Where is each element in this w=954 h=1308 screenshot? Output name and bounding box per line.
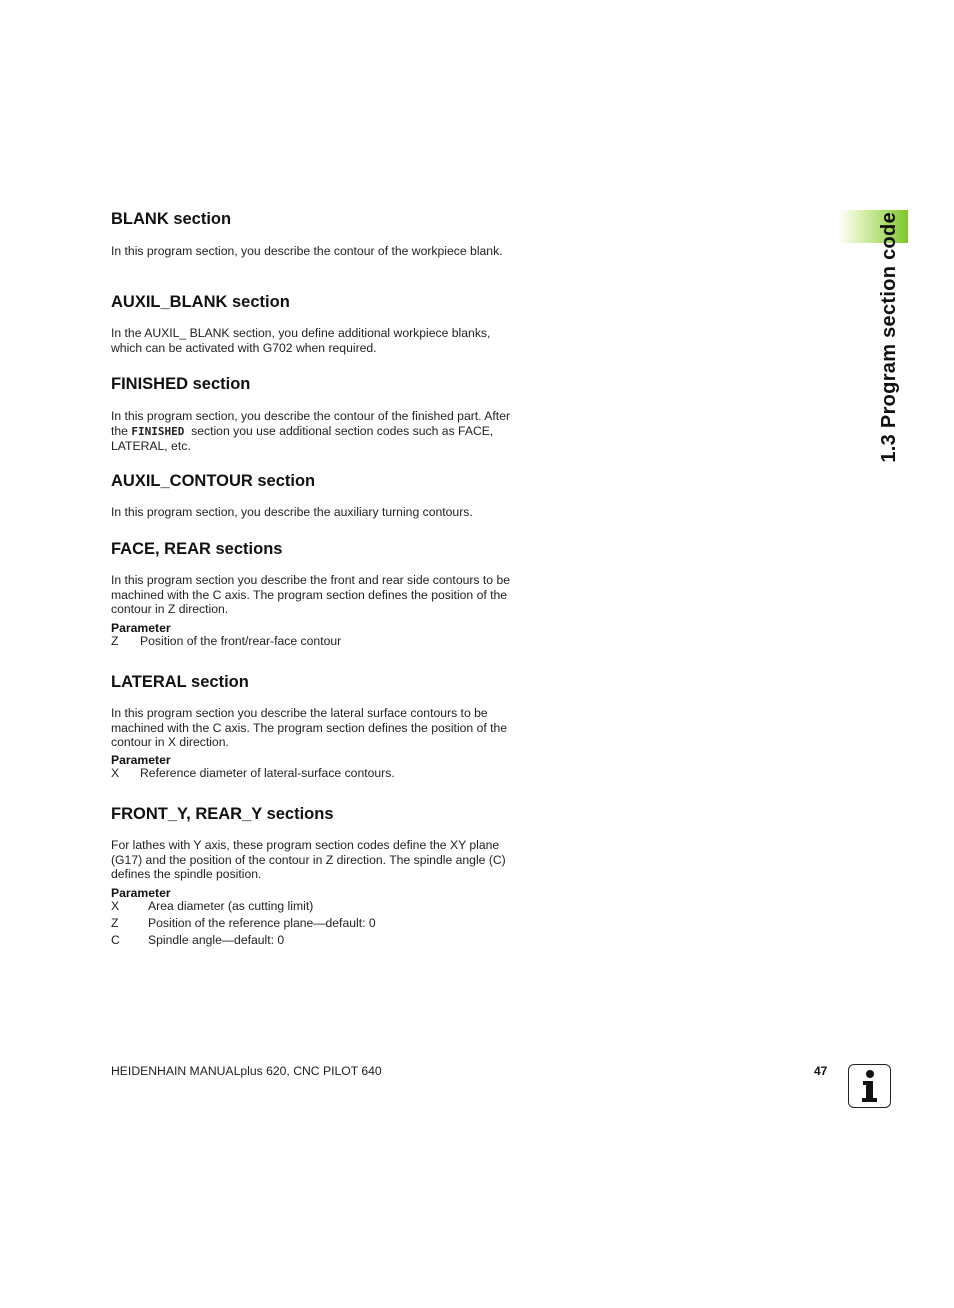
finished-body-line1: In this program section, you describe the contour of the finished part. xyxy=(111,409,482,423)
finished-code: FINISHED xyxy=(131,424,185,438)
chapter-title: 1.3 Program section code xyxy=(878,212,900,463)
parameter-label: Parameter xyxy=(111,753,171,767)
section-body-face-rear: In this program section you describe the front and rear side contours to be machined with the C axis. The program section defines the position of the contour in Z direction. xyxy=(111,573,511,617)
page-number: 47 xyxy=(814,1064,828,1078)
parameter-key: X xyxy=(111,766,120,780)
section-body-lateral: In this program section you describe the lateral surface contours to be machined with the C axis. The program section defines the position of the contour in X direction. xyxy=(111,706,508,750)
footer-text: HEIDENHAIN MANUALplus 620, CNC PILOT 640 xyxy=(111,1064,382,1078)
parameter-key: Z xyxy=(111,634,119,648)
parameter-label: Parameter xyxy=(111,621,171,635)
section-body-auxil-contour: In this program section, you describe the auxiliary turning contours. xyxy=(111,505,473,519)
section-body-auxil-blank: In the AUXIL_ BLANK section, you define additional workpiece blanks, which can be activated with G702 when required. xyxy=(111,326,491,355)
parameter-desc: Spindle angle—default: 0 xyxy=(148,933,285,947)
parameter-desc: Position of the reference plane—default: 0 xyxy=(148,916,376,930)
finished-body-pre: After the xyxy=(111,409,511,438)
parameter-desc: Position of the front/rear-face contour xyxy=(140,634,342,648)
section-heading-lateral: LATERAL section xyxy=(111,673,249,691)
section-heading-auxil-contour: AUXIL_CONTOUR section xyxy=(111,472,316,490)
section-heading-finished: FINISHED section xyxy=(111,375,251,393)
parameter-desc: Area diameter (as cutting limit) xyxy=(148,899,314,913)
section-heading-face-rear: FACE, REAR sections xyxy=(111,540,283,558)
parameter-label: Parameter xyxy=(111,886,171,900)
parameter-desc: Reference diameter of lateral-surface contours. xyxy=(140,766,395,780)
section-body-finished xyxy=(111,409,511,454)
parameter-key: C xyxy=(111,933,120,947)
parameter-key: Z xyxy=(111,916,119,930)
section-body-front-rear-y: For lathes with Y axis, these program section codes define the XY plane (G17) and the position of the contour in Z direction. The spindle angle (C) defines the spindle position. xyxy=(111,838,506,882)
parameter-key: X xyxy=(111,899,120,913)
info-icon xyxy=(848,1064,891,1108)
section-heading-blank: BLANK section xyxy=(111,210,232,228)
section-heading-auxil-blank: AUXIL_BLANK section xyxy=(111,293,290,311)
section-body-blank: In this program section, you describe the contour of the workpiece blank. xyxy=(111,244,503,258)
section-heading-front-rear-y: FRONT_Y, REAR_Y sections xyxy=(111,805,334,823)
finished-body-post: section you use additional section codes such as FACE, LATERAL, etc. xyxy=(111,423,494,454)
